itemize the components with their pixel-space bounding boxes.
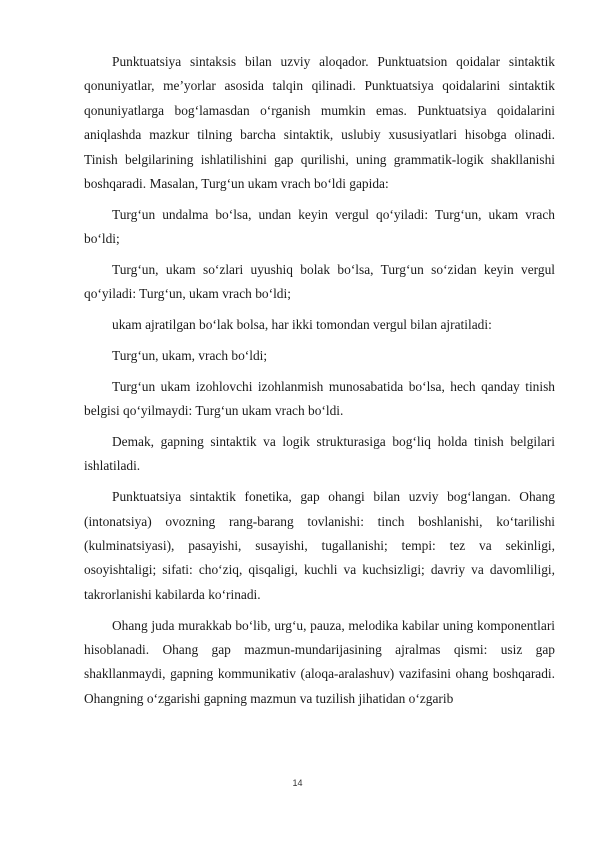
- paragraph-1: Punktuatsiya sintaksis bilan uzviy aloqador. Punktuatsion qoidalar sintaktik qonuniyatlar, me’yorlar asosida talqin qilinadi. Punktuatsiya qoidalarini sintaktik qonuniyatlarga bog‘lamasdan o‘rganish mumkin emas. Punktuatsiya qoidalarini aniqlashda mazkur tilning barcha sintaktik, uslubiy xususiyatlari hisobga olinadi. Tinish belgilarining ishlatilishini gap qurilishi, uning grammatik-logik shakllanishi boshqaradi. Masalan, Turg‘un ukam vrach bo‘ldi gapida:: [84, 54, 555, 192]
- paragraph-9: Ohang juda murakkab bo‘lib, urg‘u, pauza, melodika kabilar uning komponentlari hisoblanadi. Ohang gap mazmun-mundarijasining ajralmas qismi: usiz gap shakllanmaydi, gapning kommunikativ (aloqa-aralashuv) vazifasini ohang boshqaradi. Ohangning o‘zgarishi gapning mazmun va tuzilish jihatidan o‘zgarib: [84, 617, 555, 706]
- paragraph-8: Punktuatsiya sintaktik fonetika, gap ohangi bilan uzviy bog‘langan. Ohang (intonatsiya) ovozning rang-barang tovlanishi: tinch boshlanishi, ko‘tarilishi (kulminatsiyasi), pasayishi, susayishi, tugallanishi; tempi: tez va sekinligi, osoyishtaligi; sifati: cho‘ziq, qisqaligi, kuchli va kuchsizligi; davriy va davomliligi, takrorlanishi kabilarda ko‘rinadi.: [84, 489, 555, 602]
- paragraph-2: Turg‘un undalma bo‘lsa, undan keyin vergul qo‘yiladi: Turg‘un, ukam vrach bo‘ldi;: [84, 206, 555, 247]
- paragraph-6: Turg‘un ukam izohlovchi izohlanmish munosabatida bo‘lsa, hech qanday tinish belgisi qo‘yilmaydi: Turg‘un ukam vrach bo‘ldi.: [84, 378, 555, 419]
- paragraph-7: Demak, gapning sintaktik va logik strukturasiga bog‘liq holda tinish belgilari ishlatiladi.: [84, 434, 555, 474]
- paragraph-4: ukam ajratilgan bo‘lak bolsa, har ikki tomondan vergul bilan ajratiladi:: [112, 317, 492, 333]
- paragraph-3: Turg‘un, ukam so‘zlari uyushiq bolak bo‘lsa, Turg‘un so‘zidan keyin vergul qo‘yiladi: Turg‘un, ukam vrach bo‘ldi;: [84, 262, 555, 302]
- body-text: [84, 50, 555, 718]
- paragraph-5: Turg‘un, ukam, vrach bo‘ldi;: [112, 348, 268, 364]
- page-number: 14: [292, 778, 303, 788]
